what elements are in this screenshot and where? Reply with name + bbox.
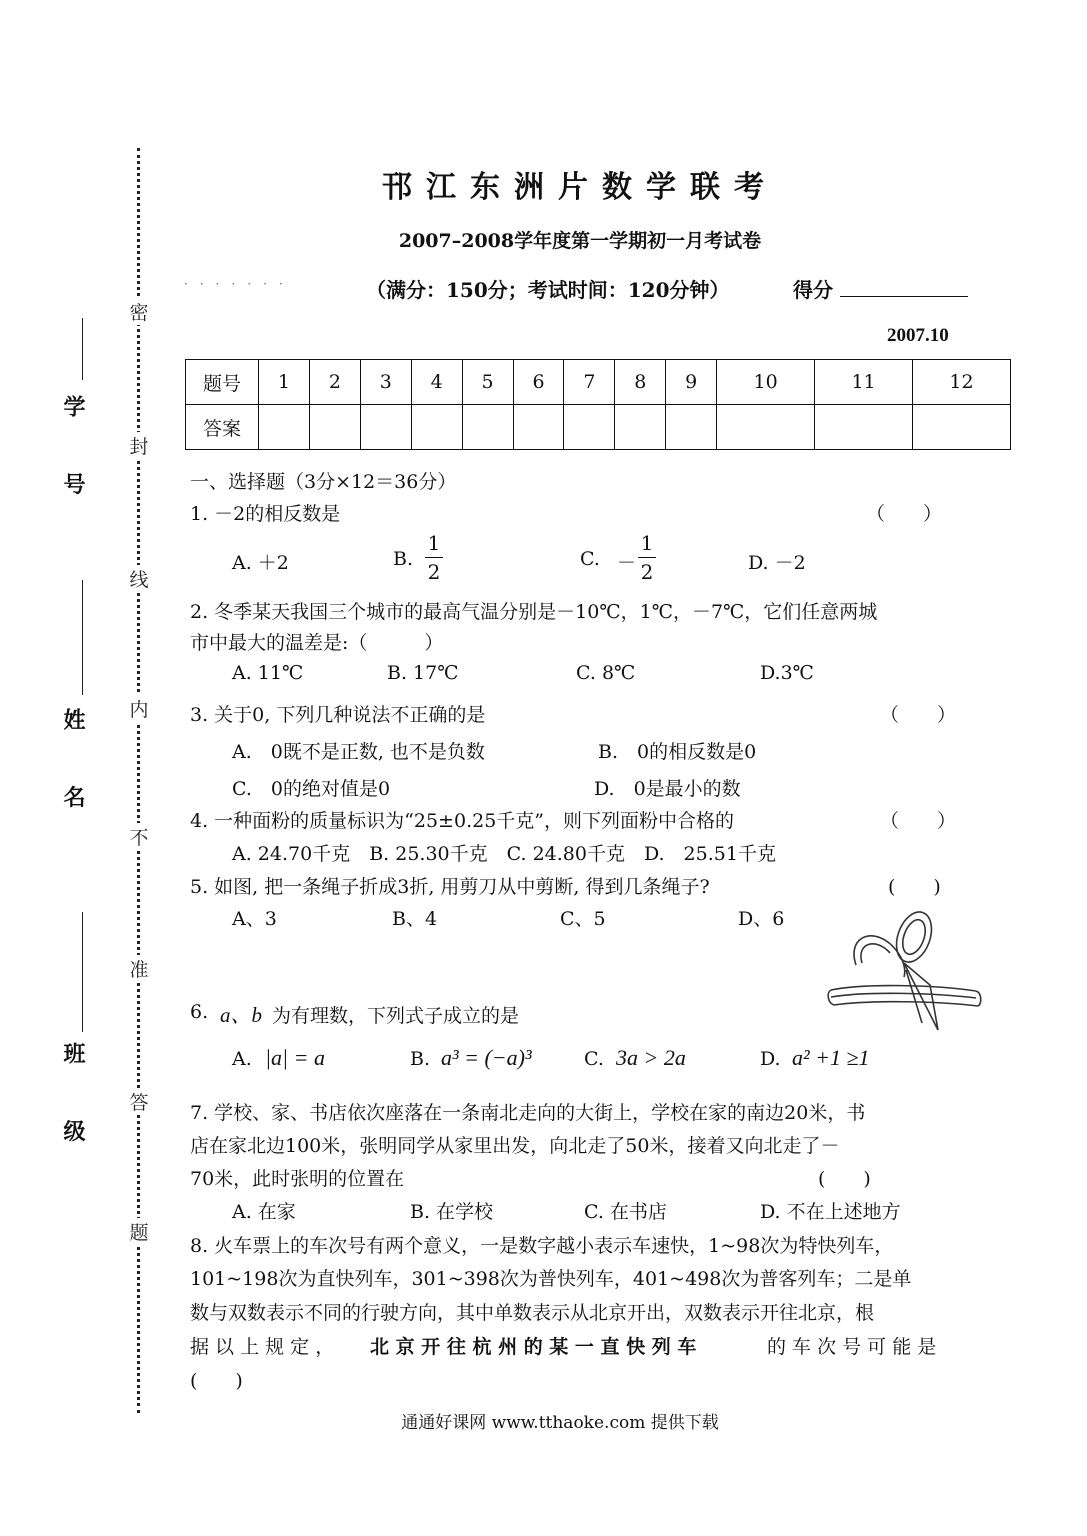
- q1-option-c-label: C.: [580, 548, 600, 570]
- q6-option-b-expr: a³ = (−a)³: [441, 1045, 532, 1070]
- q5-option-b: B、4: [392, 908, 438, 930]
- q6-stem-text: 为有理数，下列式子成立的是: [272, 1005, 520, 1027]
- q1-option-c-sign: －: [617, 552, 637, 574]
- fraction-bar: [638, 557, 656, 558]
- q4-bracket[interactable]: （ ）: [880, 810, 957, 832]
- q5-option-d: D、6: [738, 908, 785, 930]
- name-label: 姓 名: [60, 708, 86, 832]
- q7-line-1: 7. 学校、家、书店依次座落在一条南北走向的大街上，学校在家的南边20米，书: [190, 1102, 866, 1124]
- q1-option-b-fraction: [425, 531, 443, 584]
- answer-table: [185, 359, 1011, 450]
- table-cell-number: 8: [615, 360, 666, 405]
- name-write-line[interactable]: [82, 580, 83, 695]
- answer-cell[interactable]: [666, 405, 717, 450]
- q3-option-d: D. 0是最小的数: [594, 778, 741, 800]
- q6-option-c-label: C.: [584, 1048, 604, 1070]
- q8-line-2: 101~198次为直快列车，301~398次为普快列车，401~498次为普客列车；二是单: [190, 1268, 912, 1290]
- q7-bracket[interactable]: ( ): [818, 1168, 871, 1190]
- seal-char-4: 内: [126, 695, 152, 722]
- q5-bracket[interactable]: ( ): [888, 876, 941, 898]
- q8-line-4-prefix: 据 以 上 规 定 ，: [190, 1336, 335, 1358]
- q8-bracket[interactable]: ( ): [190, 1370, 243, 1392]
- class-write-line[interactable]: [82, 912, 83, 1032]
- q2-option-c: C. 8℃: [576, 662, 636, 684]
- student-id-write-line[interactable]: [82, 318, 83, 380]
- q1-option-d: D. －2: [748, 552, 806, 574]
- q3-option-c: C. 0的绝对值是0: [232, 778, 391, 800]
- table-cell-number: 5: [462, 360, 513, 405]
- answer-cell[interactable]: [615, 405, 666, 450]
- q7-line-3: 70米，此时张明的位置在: [190, 1168, 405, 1190]
- q3-bracket[interactable]: （ ）: [880, 704, 957, 726]
- seal-char-8: 题: [126, 1218, 152, 1245]
- class-label: 班 级: [60, 1042, 86, 1166]
- seal-char-5: 不: [126, 823, 152, 850]
- q8-line-3: 数与双数表示不同的行驶方向，其中单数表示从北京开出，双数表示开往北京，根: [190, 1302, 875, 1324]
- q8-line-4-suffix: 的 车 次 号 可 能 是: [767, 1336, 937, 1358]
- seal-char-7: 答: [126, 1088, 152, 1115]
- table-cell-number: 12: [913, 360, 1011, 405]
- q3-option-b: B. 0的相反数是0: [598, 741, 757, 763]
- q1-c-denominator: 2: [640, 560, 654, 584]
- answer-cell[interactable]: [717, 405, 815, 450]
- seal-char-2: 封: [126, 432, 152, 459]
- q6-option-d-label: D.: [760, 1048, 781, 1070]
- dotted-separator: ·······: [184, 277, 295, 291]
- q7-option-c: C. 在书店: [584, 1201, 667, 1223]
- q6-option-d-expr: a² +1 ≥1: [792, 1045, 870, 1070]
- q6-option-c-expr: 3a > 2a: [616, 1045, 686, 1070]
- q1-option-a: A. ＋2: [232, 552, 289, 574]
- q1-c-numerator: 1: [640, 531, 654, 555]
- q2-option-b: B. 17℃: [387, 662, 459, 684]
- table-row-answers: [186, 405, 1011, 450]
- q7-option-a: A. 在家: [232, 1201, 296, 1223]
- table-cell-number: 2: [309, 360, 360, 405]
- exam-date: 2007.10: [887, 325, 949, 346]
- seal-char-1: 密: [126, 298, 152, 325]
- answer-cell[interactable]: [815, 405, 913, 450]
- q1-bracket[interactable]: （ ）: [866, 503, 943, 525]
- answer-cell[interactable]: [913, 405, 1011, 450]
- q6-option-b-label: B.: [410, 1048, 431, 1070]
- score-write-line[interactable]: [840, 296, 968, 297]
- table-cell-number: 1: [259, 360, 310, 405]
- table-row-question-numbers: [186, 360, 1011, 405]
- answer-cell[interactable]: [564, 405, 615, 450]
- answer-cell[interactable]: [309, 405, 360, 450]
- q6-stem-number: 6.: [190, 1001, 209, 1023]
- exam-title: 邗江东洲片数学联考: [382, 170, 778, 205]
- q1-b-numerator: 1: [427, 531, 441, 555]
- table-cell-number: 4: [411, 360, 462, 405]
- table-header-answer: 答案: [186, 405, 259, 450]
- q6-option-a-label: A.: [232, 1048, 252, 1070]
- q2-line-1: 2. 冬季某天我国三个城市的最高气温分别是－10℃，1℃，－7℃，它们任意两城: [190, 601, 878, 623]
- table-cell-number: 10: [717, 360, 815, 405]
- q1-stem: 1. －2的相反数是: [190, 503, 341, 525]
- q1-option-b-label: B.: [393, 548, 414, 570]
- table-cell-number: 6: [513, 360, 564, 405]
- answer-cell[interactable]: [462, 405, 513, 450]
- q2-option-a: A. 11℃: [232, 662, 304, 684]
- q7-option-d: D. 不在上述地方: [760, 1201, 901, 1223]
- q6-option-a-expr: |a| = a: [265, 1045, 325, 1070]
- q7-line-2: 店在家北边100米，张明同学从家里出发，向北走了50米，接着又向北走了－: [190, 1135, 840, 1157]
- q3-stem: 3. 关于0, 下列几种说法不正确的是: [190, 704, 486, 726]
- q8-line-4-bold: 北 京 开 往 杭 州 的 某 一 直 快 列 车: [370, 1336, 697, 1358]
- exam-info: （满分：150分；考试时间：120分钟）: [366, 278, 730, 302]
- q6-stem-variables: a、b: [220, 1003, 262, 1027]
- student-id-label: 学 号: [60, 395, 86, 519]
- q2-line-2: 市中最大的温差是:（ ）: [190, 632, 444, 654]
- q5-option-a: A、3: [232, 908, 277, 930]
- scissors-rope-illustration: [826, 905, 986, 1035]
- table-cell-number: 7: [564, 360, 615, 405]
- seal-char-3: 线: [126, 565, 152, 592]
- answer-cell[interactable]: [360, 405, 411, 450]
- q7-option-b: B. 在学校: [410, 1201, 494, 1223]
- table-header-question-no: 题号: [186, 360, 259, 405]
- q4-options: A. 24.70千克 B. 25.30千克 C. 24.80千克 D. 25.51千克: [232, 843, 776, 865]
- q2-option-d: D.3℃: [760, 662, 814, 684]
- answer-cell[interactable]: [411, 405, 462, 450]
- exam-subtitle: 2007–2008学年度第一学期初一月考试卷: [398, 230, 762, 252]
- table-cell-number: 11: [815, 360, 913, 405]
- table-cell-number: 3: [360, 360, 411, 405]
- q1-b-denominator: 2: [427, 560, 441, 584]
- seal-char-6: 准: [126, 955, 152, 982]
- answer-cell[interactable]: [259, 405, 310, 450]
- q8-line-1: 8. 火车票上的车次号有两个意义，一是数字越小表示车速快，1~98次为特快列车，: [190, 1235, 894, 1257]
- q1-option-c-fraction: [638, 531, 656, 584]
- q3-option-a: A. 0既不是正数, 也不是负数: [232, 741, 485, 763]
- q5-stem: 5. 如图, 把一条绳子折成3折, 用剪刀从中剪断, 得到几条绳子?: [190, 876, 710, 898]
- score-label: 得分: [793, 278, 833, 302]
- footer-source: 通通好课网 www.tthaoke.com 提供下载: [401, 1413, 719, 1433]
- table-cell-number: 9: [666, 360, 717, 405]
- q4-stem: 4. 一种面粉的质量标识为“25±0.25千克”，则下列面粉中合格的: [190, 810, 734, 832]
- section-heading: 一、选择题（3分×12＝36分）: [190, 471, 457, 493]
- fraction-bar: [425, 557, 443, 558]
- answer-cell[interactable]: [513, 405, 564, 450]
- q5-option-c: C、5: [560, 908, 606, 930]
